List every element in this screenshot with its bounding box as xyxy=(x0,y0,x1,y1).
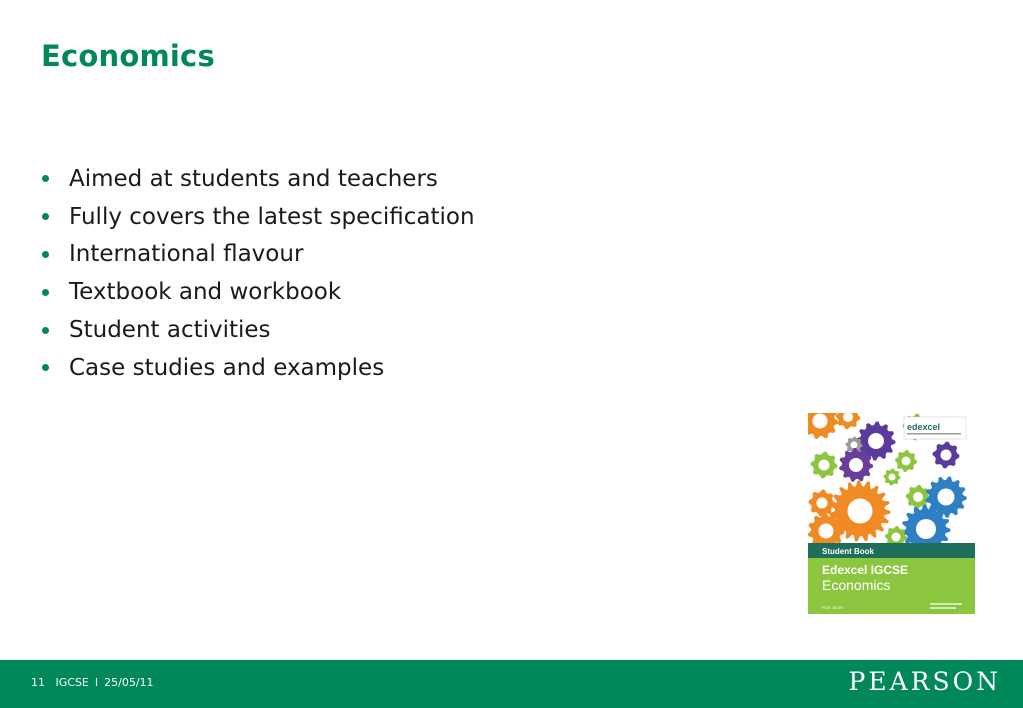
bullet-dot-icon xyxy=(42,251,49,258)
book-cover-image xyxy=(808,413,975,614)
gear-hole-icon xyxy=(892,533,901,542)
footer-separator: I xyxy=(94,676,99,689)
gear-hole-icon xyxy=(889,474,896,481)
gear-hole-icon xyxy=(849,458,863,472)
bullet-item xyxy=(42,198,475,236)
bullet-dot-icon xyxy=(42,175,49,182)
book-imprint-mark xyxy=(930,603,962,605)
footer-date: 25/05/11 xyxy=(104,676,154,689)
bullet-text: Case studies and examples xyxy=(69,354,385,381)
bullet-text: Aimed at students and teachers xyxy=(69,165,438,192)
gear-hole-icon xyxy=(941,450,952,461)
bullet-dot-icon xyxy=(42,364,49,371)
footer-bar xyxy=(0,660,1023,708)
bullet-item xyxy=(42,160,475,198)
page-number: 11 xyxy=(31,676,45,689)
gear-hole-icon xyxy=(902,457,911,466)
gear-hole-icon xyxy=(868,433,884,449)
gear-hole-icon xyxy=(851,442,858,449)
gear-hole-icon xyxy=(819,524,834,539)
footer-section: IGCSE xyxy=(55,676,89,689)
book-author: Rob Jones xyxy=(822,605,844,610)
bullet-item xyxy=(42,273,475,311)
gear-hole-icon xyxy=(913,492,923,502)
book-cover-illustration xyxy=(808,413,975,614)
bullet-text: International flavour xyxy=(69,241,304,268)
bullet-dot-icon xyxy=(42,327,49,334)
bullet-dot-icon xyxy=(42,289,49,296)
gear-hole-icon xyxy=(813,414,828,429)
book-title-line2: Economics xyxy=(822,577,891,593)
book-imprint-mark xyxy=(930,607,956,609)
bullet-text: Student activities xyxy=(69,317,271,344)
bullet-list xyxy=(42,160,475,387)
bullet-dot-icon xyxy=(42,213,49,220)
book-band-label: Student Book xyxy=(822,547,874,556)
slide-title: Economics xyxy=(41,39,215,73)
publisher-tagline-mark xyxy=(907,433,961,435)
bullet-item xyxy=(42,349,475,387)
footer-info xyxy=(31,676,154,689)
gear-hole-icon xyxy=(916,519,936,539)
pearson-logo: PEARSON xyxy=(848,667,1001,696)
publisher-logo: edexcel xyxy=(907,422,941,432)
gear-hole-icon xyxy=(848,499,873,524)
bullet-item xyxy=(42,311,475,349)
gear-hole-icon xyxy=(819,460,830,471)
gear-hole-icon xyxy=(938,489,955,506)
bullet-item xyxy=(42,236,475,274)
bullet-text: Fully covers the latest specification xyxy=(69,203,475,230)
bullet-text: Textbook and workbook xyxy=(69,279,342,306)
gear-hole-icon xyxy=(817,498,828,509)
book-title-line1: Edexcel IGCSE xyxy=(822,563,909,577)
